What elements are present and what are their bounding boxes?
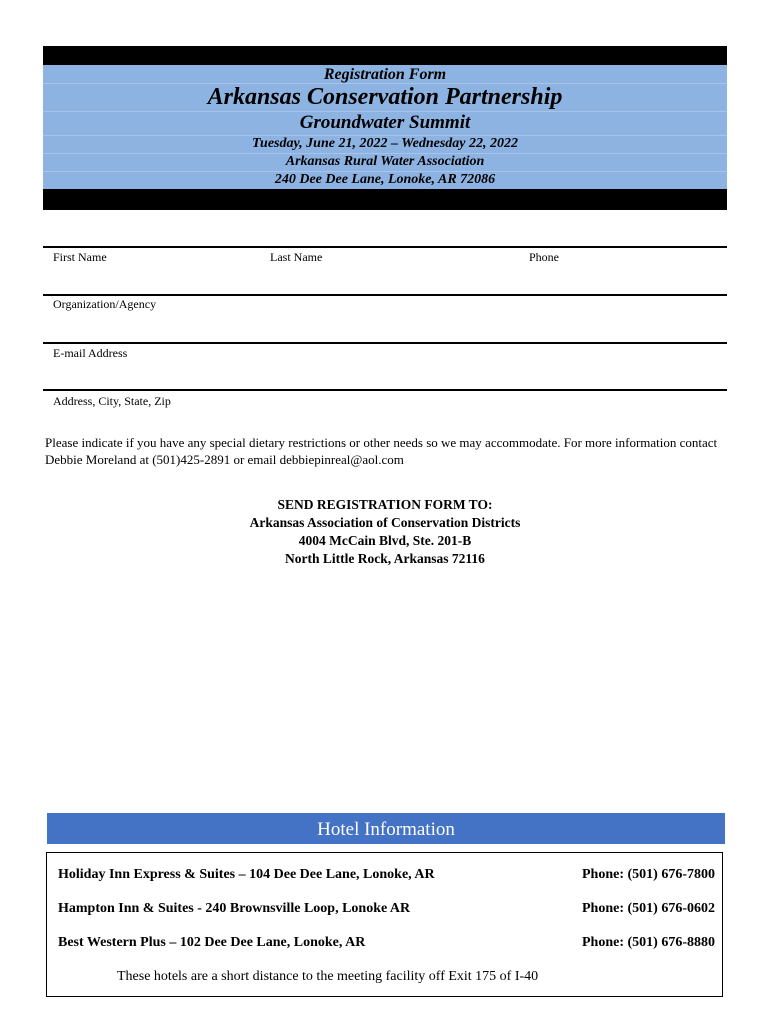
hotel-phone: Phone: (501) 676-8880 [582, 935, 715, 950]
hotel-list [46, 852, 723, 997]
hotel-name: Best Western Plus – 102 Dee Dee Lane, Lonoke, AR [58, 935, 366, 950]
field-line-email[interactable] [43, 342, 727, 344]
organization-label: Organization/Agency [53, 297, 157, 311]
hotel-phone: Phone: (501) 676-7800 [582, 867, 715, 882]
email-label: E-mail Address [53, 346, 128, 360]
hotel-name: Holiday Inn Express & Suites – 104 Dee Dee Lane, Lonoke, AR [58, 867, 435, 882]
event-title: Groundwater Summit [299, 112, 471, 133]
last-name-label: Last Name [270, 250, 323, 264]
form-title: Registration Form [323, 66, 447, 83]
send-city: North Little Rock, Arkansas 72116 [285, 551, 485, 566]
hotel-name: Hampton Inn & Suites - 240 Brownsville Loop, Lonoke AR [58, 901, 411, 916]
phone-label: Phone [529, 250, 559, 264]
organization-title: Arkansas Conservation Partnership [207, 84, 563, 110]
field-line-organization[interactable] [43, 294, 727, 296]
hotel-info-heading: Hotel Information [47, 813, 725, 844]
first-name-label: First Name [53, 250, 107, 264]
event-venue: Arkansas Rural Water Association [285, 154, 485, 169]
header-blue-band [43, 65, 727, 189]
header-banner [43, 46, 727, 210]
send-heading: SEND REGISTRATION FORM TO: [277, 497, 493, 512]
event-dates: Tuesday, June 21, 2022 – Wednesday 22, 2022 [252, 136, 518, 151]
hotel-phone: Phone: (501) 676-0602 [582, 901, 715, 916]
event-venue-address: 240 Dee Dee Lane, Lonoke, AR 72086 [274, 172, 496, 187]
hotel-footnote: These hotels are a short distance to the meeting facility off Exit 175 of I-40 [117, 969, 539, 984]
address-label: Address, City, State, Zip [53, 394, 171, 408]
send-street: 4004 McCain Blvd, Ste. 201-B [298, 533, 472, 548]
field-line-address[interactable] [43, 389, 727, 391]
dietary-note: Please indicate if you have any special dietary restrictions or other needs so we may accommodate. For more information contact Debbie Moreland at (501)425-2891 or email debbiepinreal@aol.com [45, 435, 718, 467]
field-line-name-row[interactable] [43, 246, 727, 248]
send-org: Arkansas Association of Conservation Districts [249, 515, 521, 530]
